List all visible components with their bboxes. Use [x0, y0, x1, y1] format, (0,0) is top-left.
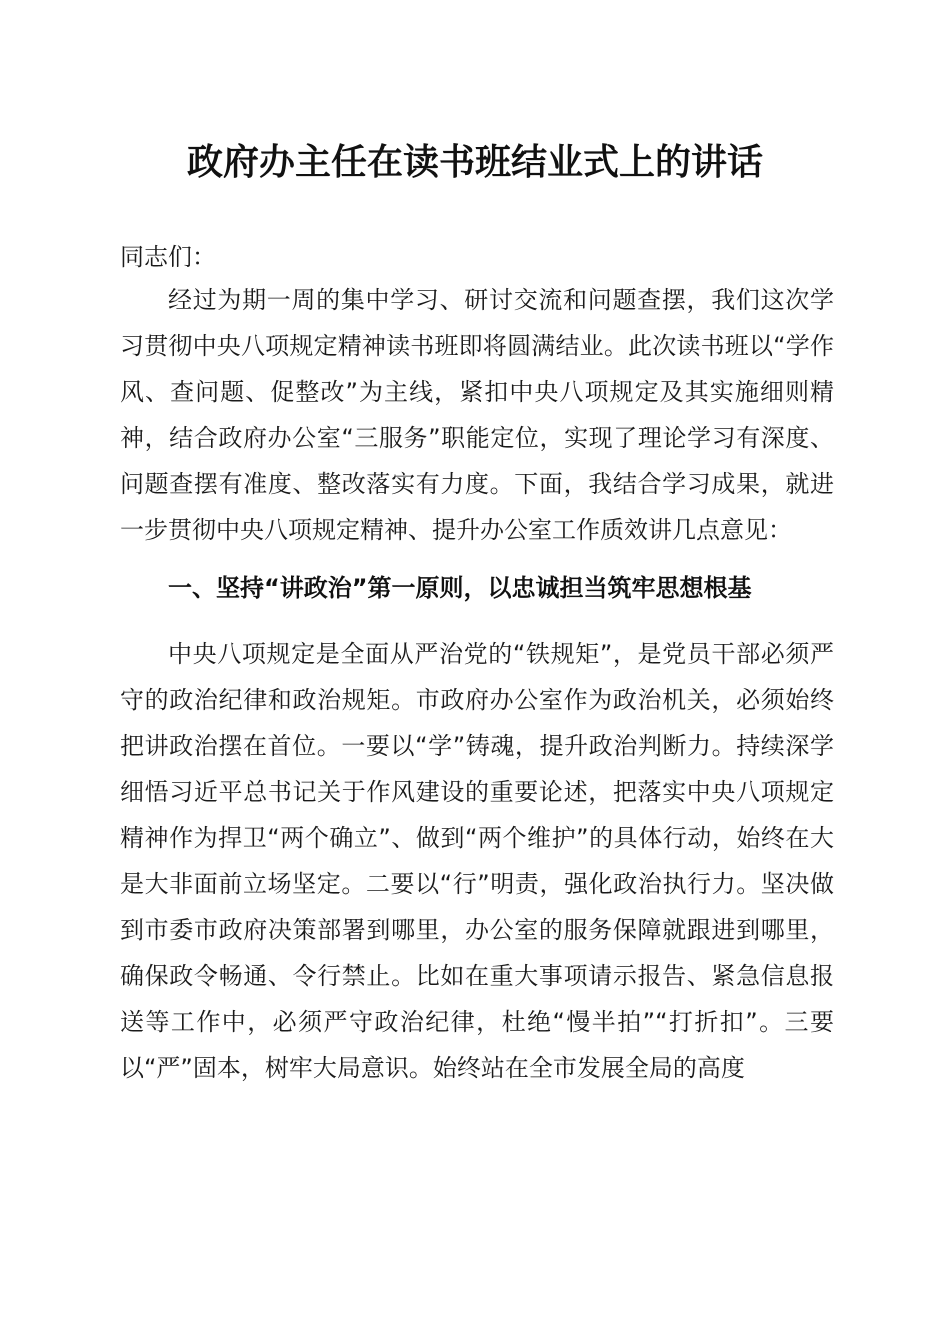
greeting: 同志们： [120, 243, 216, 271]
section-heading-1: 一、坚持“讲政治”第一原则，以忠诚担当筑牢思想根基 [168, 574, 752, 602]
paragraph-intro: 经过为期一周的集中学习、研讨交流和问题查摆，我们这次学习贯彻中央八项规定精神读书班即将圆满结业。此次读书班以“学作风、查问题、促整改”为主线，紧扣中央八项规定及其实施细则精神，结合政府办公室“三服务”职能定位，实现了理论学习有深度、问题查摆有准度、整改落实有力度。下面，我结合学习成果，就进一步贯彻中央八项规定精神、提升办公室工作质效讲几点意见： [120, 286, 834, 544]
document-title: 政府办主任在读书班结业式上的讲话 [186, 141, 763, 183]
paragraph-section-1: 中央八项规定是全面从严治党的“铁规矩”，是党员干部必须严守的政治纪律和政治规矩。市政府办公室作为政治机关，必须始终把讲政治摆在首位。一要以“学”铸魂，提升政治判断力。持续深学细悟习近平总书记关于作风建设的重要论述，把落实中央八项规定精神作为捍卫“两个确立”、做到“两个维护”的具体行动，始终在大是大非面前立场坚定。二要以“行”明责，强化政治执行力。坚决做到市委市政府决策部署到哪里，办公室的服务保障就跟进到哪里，确保政令畅通、令行禁止。比如在重大事项请示报告、紧急信息报送等工作中，必须严守政治纪律，杜绝“慢半拍”“打折扣”。三要以“严”固本，树牢大局意识。始终站在全市发展全局的高度 [120, 640, 834, 1082]
